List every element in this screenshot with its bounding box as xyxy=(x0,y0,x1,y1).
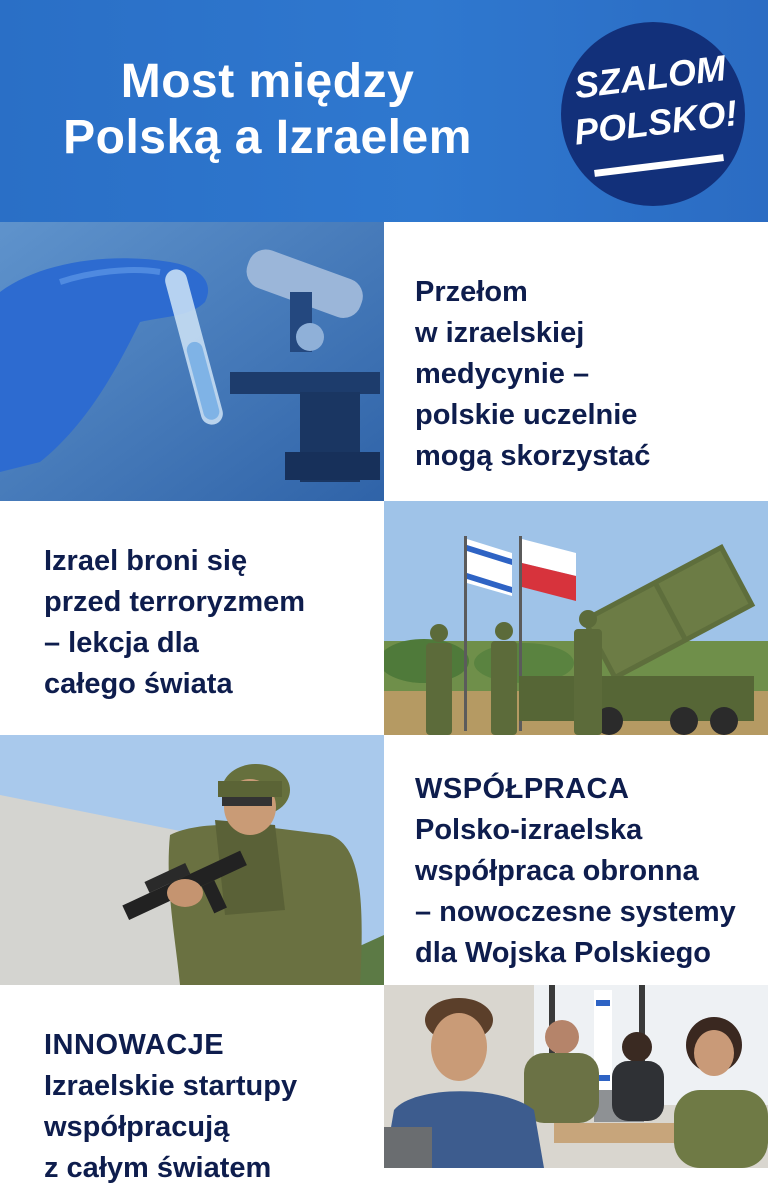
defense-line-4: całego świata xyxy=(44,668,233,700)
medicine-line-4: polskie uczelnie xyxy=(415,399,638,431)
title-line-1: Most między xyxy=(120,55,415,108)
medicine-line-2: w izraelskiej xyxy=(415,317,585,349)
title-line-2: Polską a Izraelem xyxy=(63,111,472,164)
cooperation-line-4: dla Wojska Polskiego xyxy=(415,937,712,969)
medicine-text xyxy=(415,272,650,477)
cooperation-line-2: współpraca obronna xyxy=(415,855,699,887)
innovation-heading: INNOWACJE xyxy=(44,1029,225,1061)
innovation-line-2: współpracują xyxy=(44,1111,230,1143)
section-innovation xyxy=(0,985,768,1184)
section-cooperation xyxy=(0,735,768,985)
badge-line-2: POLSKO! xyxy=(571,91,740,153)
badge-text xyxy=(556,43,750,157)
defense-line-2: przed terroryzmem xyxy=(44,586,306,618)
medicine-line-1: Przełom xyxy=(415,276,528,308)
medicine-line-3: medycynie – xyxy=(415,358,590,390)
innovation-text xyxy=(44,1025,297,1189)
startup-team-image xyxy=(384,985,768,1168)
cooperation-heading: WSPÓŁPRACA xyxy=(415,773,630,805)
cooperation-text xyxy=(415,769,736,974)
section-medicine xyxy=(0,222,768,501)
cooperation-line-1: Polsko-izraelska xyxy=(415,814,643,846)
badge-underline xyxy=(594,154,724,177)
soldier-rifle-image xyxy=(0,735,384,985)
page-title xyxy=(0,54,535,166)
defense-text xyxy=(44,541,305,705)
cooperation-line-3: – nowoczesne systemy xyxy=(415,896,736,928)
header-banner xyxy=(0,0,768,222)
medicine-line-5: mogą skorzystać xyxy=(415,440,651,472)
defense-line-3: – lekcja dla xyxy=(44,627,199,659)
section-defense xyxy=(0,501,768,735)
badge-line-1: SZALOM xyxy=(572,47,729,107)
soldiers-launcher-image xyxy=(384,501,768,735)
szalom-polsko-badge xyxy=(561,22,745,206)
defense-line-1: Izrael broni się xyxy=(44,545,248,577)
laboratory-image xyxy=(0,222,384,501)
innovation-line-3: z całym światem xyxy=(44,1152,272,1184)
innovation-line-1: Izraelskie startupy xyxy=(44,1070,298,1102)
